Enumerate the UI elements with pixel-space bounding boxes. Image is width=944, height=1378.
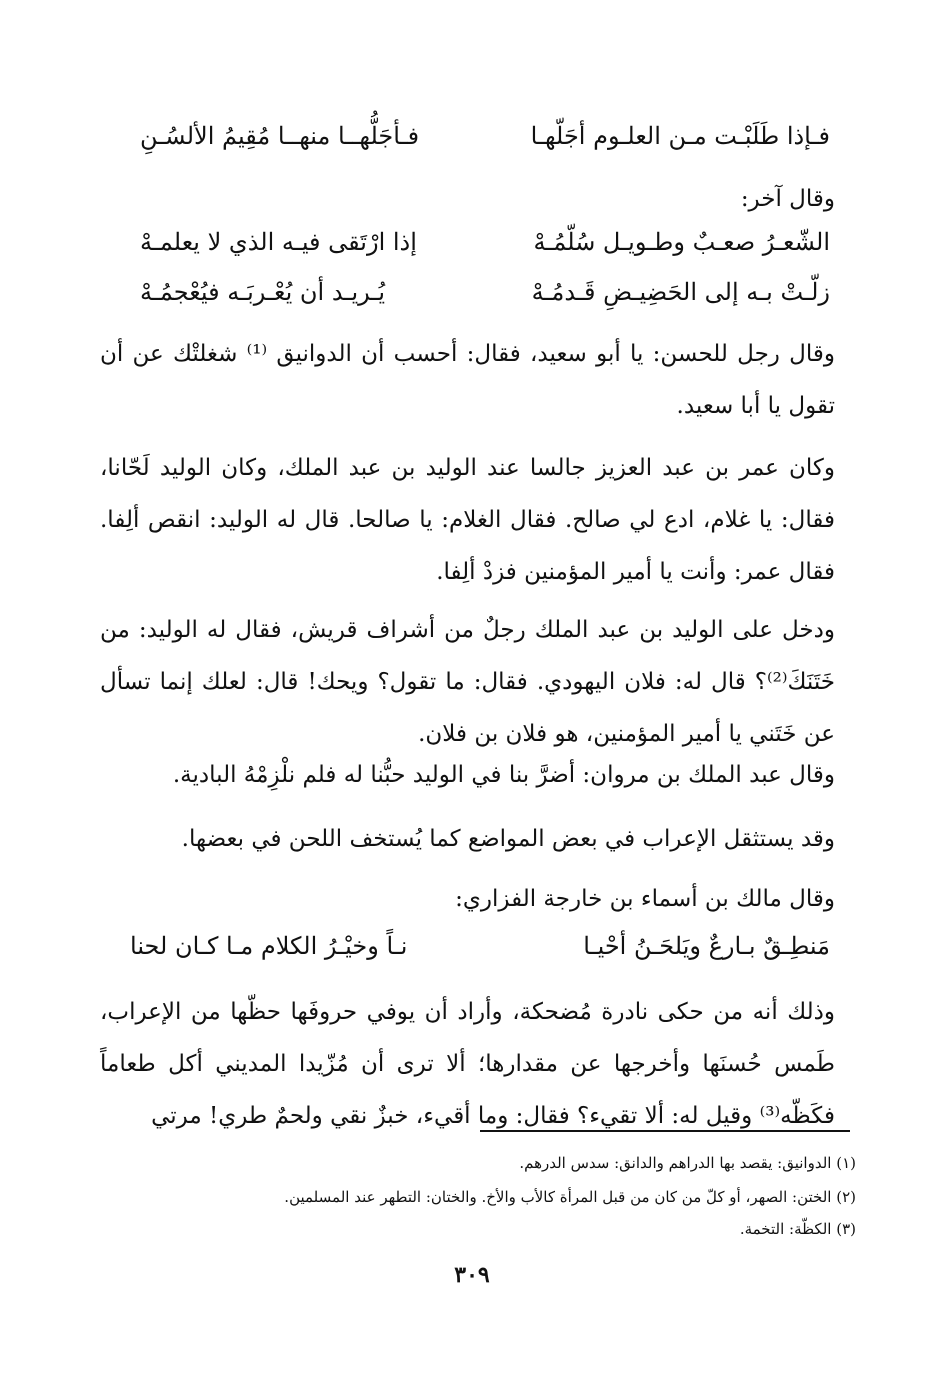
verse-3-second-hemistich: يُـريـد أن يُعْـربَـه فيُعْجمُـهْ xyxy=(140,278,386,306)
paragraph-irab: وقد يستثقل الإعراب في بعض المواضع كما يُستخف اللحن في بعضها. xyxy=(181,826,835,852)
verse-2 xyxy=(140,218,830,266)
paragraph-nadira: وذلك أنه من حكى نادرة مُضحكة، وأراد أن يوفي حروفَها حظّها من الإعراب، طَمس حُسنَها وأخرجها عن مقدارها؛ ألا ترى أن مُزّيدا المديني أكل طعاماً فكَظّه⁽³⁾ وقيل له: ألا تقيء؟ فقال: وما أقيء، خبزٌ نقي ولحمٌ طري! مرتي xyxy=(100,999,835,1129)
verse-1 xyxy=(140,112,830,160)
verse-3 xyxy=(140,268,830,316)
verse-3-first-hemistich: زلّـتْ بـه إلى الحَضِيـضِ قَـدمُـهْ xyxy=(531,278,830,306)
footnote-1: (١) الدوانيق: يقصد بها الدراهم والدانق: سدس الدرهم. xyxy=(519,1154,856,1172)
verse-2-first-hemistich: الشّعـرُ صعـبٌ وطـويـل سُلّمُـهْ xyxy=(533,228,830,256)
verse-1-second-hemistich: فـأجَلُّهــا منهــا مُقِيمُ الألسُـنِ xyxy=(140,122,420,150)
verse-1-first-hemistich: فـإذا طَلَبْـت مـن العلـوم أجَلّهـا xyxy=(530,122,830,150)
intro-other-poet: وقال آخر: xyxy=(740,186,835,212)
verse-4-second-hemistich: نـاً وخيْـرُ الكلام مـا كـان لحنا xyxy=(130,932,408,960)
footnote-separator xyxy=(480,1130,850,1132)
paragraph-hasan: وقال رجل للحسن: يا أبو سعيد، فقال: أحسب أن الدوانيق ⁽¹⁾ شغلتْك عن أن تقول يا أبا سعيد. xyxy=(100,341,835,419)
page-number: ٣٠٩ xyxy=(454,1262,490,1288)
verse-4 xyxy=(130,922,830,970)
footnote-3: (٣) الكظّة: التخمة. xyxy=(739,1220,856,1238)
paragraph-khatan: ودخل على الوليد بن عبد الملك رجلٌ من أشراف قريش، فقال له الوليد: من خَتَنَكَ⁽²⁾؟ قال له: فلان اليهودي. فقال: ما تقول؟ ويحك! قال: لعلك إنما تسأل عن خَتَني يا أمير المؤمنين، هو فلان بن فلان. xyxy=(100,617,835,747)
verse-2-second-hemistich: إذا ارْتَقى فيـه الذي لا يعلمـهْ xyxy=(140,228,417,256)
verse-4-first-hemistich: مَنطِـقٌ بـارعٌ ويَلحَـنُ أحْيـا xyxy=(583,932,830,960)
paragraph-omar-walid: وكان عمر بن عبد العزيز جالسا عند الوليد بن عبد الملك، وكان الوليد لَحّانا، فقال: يا غلام، ادع لي صالح. فقال الغلام: يا صالحا. قال له الوليد: انقص ألِفا. فقال عمر: وأنت يا أمير المؤمنين فزدْ ألِفا. xyxy=(100,455,835,585)
paragraph-abdulmalik: وقال عبد الملك بن مروان: أضرَّ بنا في الوليد حبُّنا له فلم نلْزِمْهُ البادية. xyxy=(172,762,835,788)
paragraph-malik-intro: وقال مالك بن أسماء بن خارجة الفزاري: xyxy=(455,886,835,912)
footnote-2: (٢) الختن: الصهر، أو كلّ من كان من قبل المرأة كالأب والأخ. والختان: التطهر عند المسلمين. xyxy=(284,1188,856,1206)
